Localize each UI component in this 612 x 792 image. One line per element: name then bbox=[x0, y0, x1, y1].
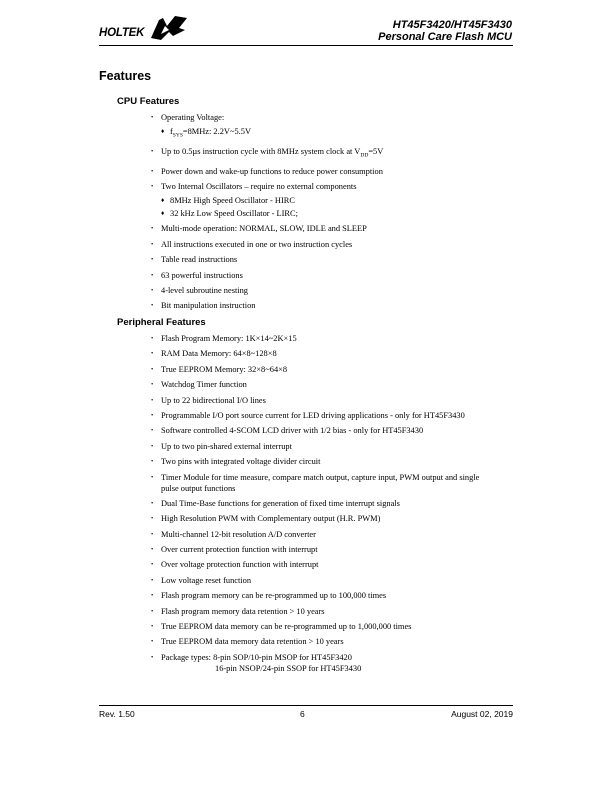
package-line-1: • Package types: 8-pin SOP/10-pin MSOP for HT45F3420 bbox=[161, 652, 352, 662]
section-title: Features bbox=[99, 69, 152, 83]
list-item: • Over voltage protection function with interrupt bbox=[151, 559, 516, 570]
list-item: • Operating Voltage: bbox=[151, 112, 516, 123]
list-item: • Table read instructions bbox=[151, 254, 516, 265]
peripheral-features-list bbox=[151, 333, 516, 678]
list-item: • High Resolution PWM with Complementary output (H.R. PWM) bbox=[151, 513, 516, 524]
sub-list-item: ♦ 32 kHz Low Speed Oscillator - LIRC; bbox=[151, 208, 516, 219]
list-item: • Dual Time-Base functions for generation of fixed time interrupt signals bbox=[151, 498, 516, 509]
list-item: • Bit manipulation instruction bbox=[151, 300, 516, 311]
document-date: August 02, 2019 bbox=[451, 709, 513, 719]
list-item bbox=[151, 472, 516, 494]
list-item bbox=[151, 652, 516, 674]
package-line-2: 16-pin NSOP/24-pin SSOP for HT45F3430 bbox=[215, 663, 362, 673]
list-item: • Low voltage reset function bbox=[151, 575, 516, 586]
list-item: • Up to two pin-shared external interrupt bbox=[151, 441, 516, 452]
list-item: • Multi-channel 12-bit resolution A/D converter bbox=[151, 529, 516, 540]
cpu-features-list bbox=[151, 112, 516, 316]
sub-list-item: ♦ $f_{SYS}=8MHz$: 2.2V~5.5V bbox=[151, 126, 516, 142]
peripheral-features-heading: Peripheral Features bbox=[117, 317, 206, 328]
document-header-title bbox=[378, 19, 512, 43]
holtek-logo bbox=[99, 14, 189, 44]
list-item: • Over current protection function with interrupt bbox=[151, 544, 516, 555]
logo-text: HOLTEK bbox=[99, 27, 145, 39]
list-item: • Two pins with integrated voltage divider circuit bbox=[151, 456, 516, 467]
list-item: • Up to 22 bidirectional I/O lines bbox=[151, 395, 516, 406]
list-item: • Flash program memory data retention > 10 years bbox=[151, 606, 516, 617]
list-item: • Multi-mode operation: NORMAL, SLOW, IDLE and SLEEP bbox=[151, 223, 516, 234]
list-item: • RAM Data Memory: 64×8~128×8 bbox=[151, 348, 516, 359]
timer-module-line-2: pulse output functions bbox=[161, 483, 236, 493]
list-item: • Software controlled 4-SCOM LCD driver with 1/2 bias - only for HT45F3430 bbox=[151, 425, 516, 436]
cpu-features-heading: CPU Features bbox=[117, 96, 180, 107]
list-item: • True EEPROM data memory can be re-programmed up to 1,000,000 times bbox=[151, 621, 516, 632]
list-item: • True EEPROM Memory: 32×8~64×8 bbox=[151, 364, 516, 375]
revision-label: Rev. 1.50 bbox=[99, 709, 135, 719]
page-number: 6 bbox=[300, 709, 305, 719]
footer-divider bbox=[99, 705, 513, 706]
list-item: • Power down and wake-up functions to reduce power consumption bbox=[151, 166, 516, 177]
list-item: • Flash program memory can be re-programmed up to 100,000 times bbox=[151, 590, 516, 601]
product-name: HT45F3420/HT45F3430 bbox=[392, 19, 512, 31]
list-item: • Two Internal Oscillators – require no external components bbox=[151, 181, 516, 192]
list-item: • Programmable I/O port source current for LED driving applications - only for HT45F3430 bbox=[151, 410, 516, 421]
list-item: • 63 powerful instructions bbox=[151, 270, 516, 281]
product-subtitle: Personal Care Flash MCU bbox=[378, 31, 512, 43]
list-item: • Up to 0.5µs instruction cycle with 8MHz system clock at $V_{DD}=5V$ bbox=[151, 146, 516, 162]
list-item: • All instructions executed in one or two instruction cycles bbox=[151, 239, 516, 250]
list-item: • Watchdog Timer function bbox=[151, 379, 516, 390]
header-divider bbox=[99, 45, 513, 46]
list-item: • 4-level subroutine nesting bbox=[151, 285, 516, 296]
timer-module-line-1: • Timer Module for time measure, compare match output, capture input, PWM output and single bbox=[161, 472, 480, 482]
sub-list-item: ♦ 8MHz High Speed Oscillator - HIRC bbox=[151, 195, 516, 206]
list-item: • Flash Program Memory: 1K×14~2K×15 bbox=[151, 333, 516, 344]
list-item: • True EEPROM data memory data retention > 10 years bbox=[151, 636, 516, 647]
